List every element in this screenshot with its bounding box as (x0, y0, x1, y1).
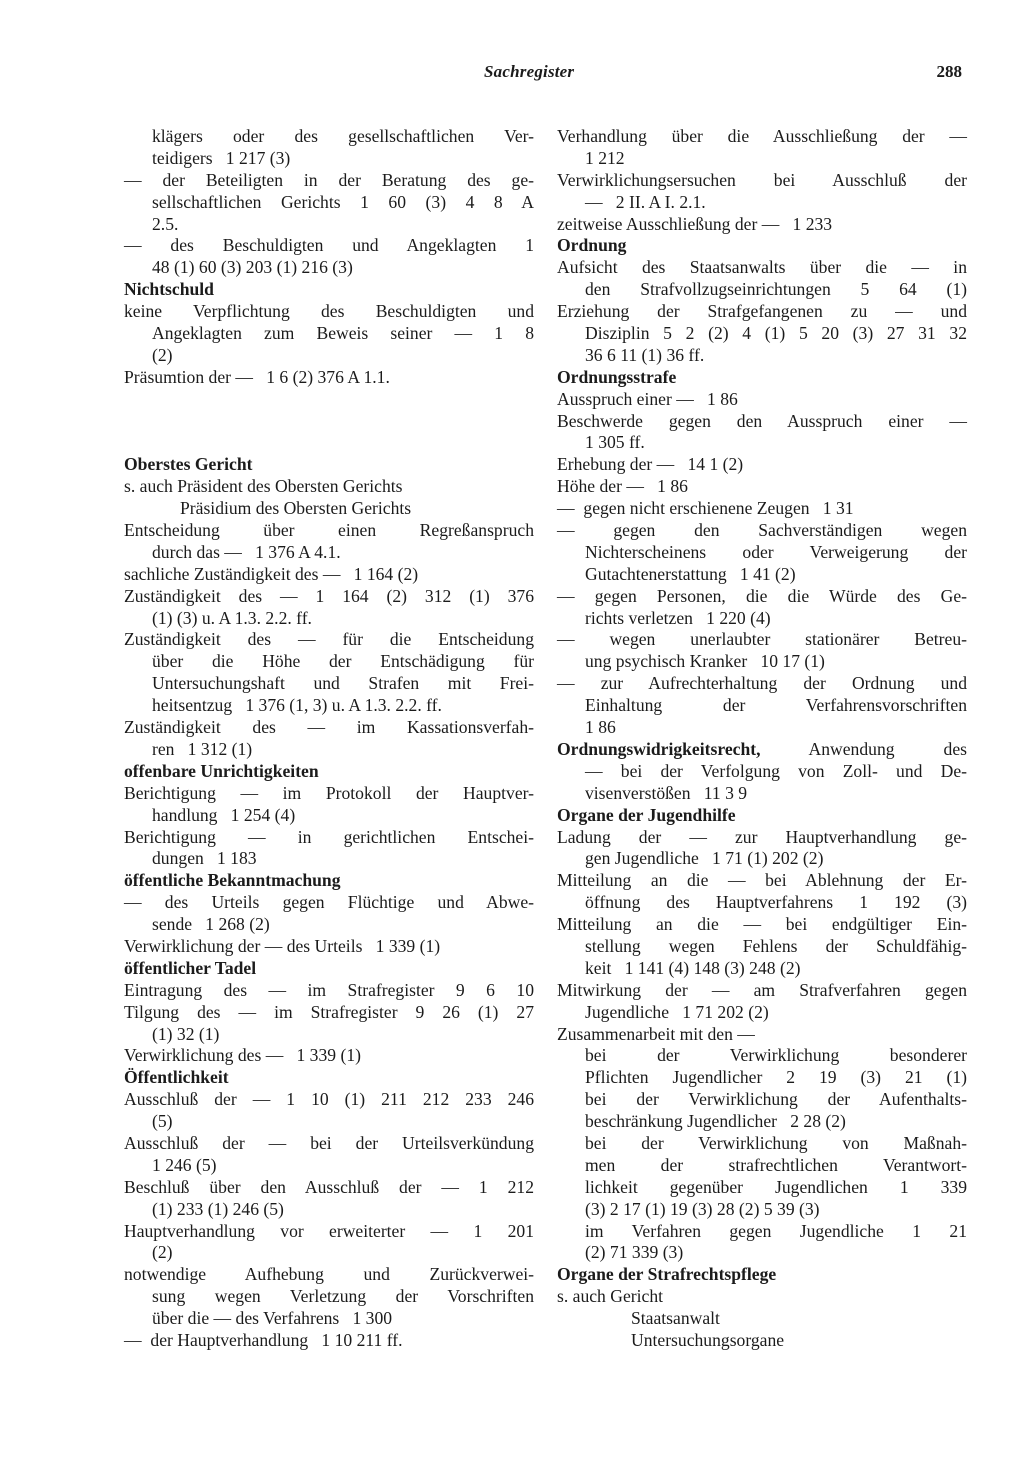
index-entry-line: Entscheidung über einen Regreßanspruch (124, 520, 534, 541)
index-entry-line: Präsidium des Obersten Gerichts (180, 498, 412, 519)
index-entry-line: dungen 1 183 (152, 848, 257, 869)
index-entry-line: Zuständigkeit des — 1 164 (2) 312 (1) 376 (124, 585, 534, 606)
index-entry-line: Tilgung des — im Strafregister 9 26 (1) 27 (124, 1001, 534, 1022)
index-entry-line: bei der Verwirklichung besonderer (585, 1045, 967, 1066)
index-entry-line: Aufsicht des Staatsanwalts über die — in (557, 257, 967, 278)
index-entry-line: 2.5. (152, 213, 179, 234)
index-entry-line: handlung 1 254 (4) (152, 804, 296, 825)
index-entry-line: (5) (152, 1111, 173, 1132)
page-header (0, 62, 1024, 86)
index-entry-line: men der strafrechtlichen Verantwort- (585, 1154, 967, 1175)
index-entry-line: — des Urteils gegen Flüchtige und Abwe- (124, 892, 534, 913)
index-heading: Nichtschuld (124, 279, 214, 300)
index-entry-line: Disziplin 5 2 (2) 4 (1) 5 20 (3) 27 31 32 (585, 323, 967, 344)
index-entry-line: bei der Verwirklichung von Maßnah- (585, 1132, 967, 1153)
index-heading: offenbare Unrichtigkeiten (124, 760, 319, 781)
index-entry-line: 48 (1) 60 (3) 203 (1) 216 (3) (152, 257, 353, 278)
index-entry-line: notwendige Aufhebung und Zurückverwei- (124, 1264, 534, 1285)
index-entry-line: Präsumtion der — 1 6 (2) 376 A 1.1. (124, 366, 390, 387)
index-entry-line: Erhebung der — 14 1 (2) (557, 454, 744, 475)
index-heading-rest: Anwendung des (760, 738, 967, 759)
index-entry-line: — der Beteiligten in der Beratung des ge- (124, 169, 534, 190)
index-entry-line: Ladung der — zur Hauptverhandlung ge- (557, 826, 967, 847)
blank-line (124, 389, 534, 411)
index-entry-line: Staatsanwalt (631, 1308, 720, 1329)
index-entry-line: Berichtigung — in gerichtlichen Entschei- (124, 826, 534, 847)
blank-line (124, 411, 534, 433)
index-entry-line: keit 1 141 (4) 148 (3) 248 (2) (585, 957, 801, 978)
index-heading: Oberstes Gericht (124, 454, 253, 475)
index-entry-line: s. auch Präsident des Obersten Gerichts (124, 476, 403, 497)
index-entry-line: stellung wegen Fehlens der Schuldfähig- (585, 935, 967, 956)
index-entry-line: visenverstößen 11 3 9 (585, 782, 748, 803)
index-entry-line: 36 6 11 (1) 36 ff. (585, 344, 705, 365)
index-heading: öffentliche Bekanntmachung (124, 870, 341, 891)
index-entry-line: den Strafvollzugseinrichtungen 5 64 (1) (585, 279, 967, 300)
index-entry-line: — bei der Verfolgung von Zoll- und De- (585, 760, 967, 781)
index-entry-line: gen Jugendliche 1 71 (1) 202 (2) (585, 848, 824, 869)
index-entry-line: (2) (152, 344, 173, 365)
index-entry-line: Verhandlung über die Ausschließung der — (557, 126, 967, 146)
index-entry-line: Gutachtenerstattung 1 41 (2) (585, 563, 796, 584)
index-entry-line: ung psychisch Kranker 10 17 (1) (585, 651, 825, 672)
index-entry-line: keine Verpflichtung des Beschuldigten und (124, 301, 534, 322)
index-entry-line: (3) 2 17 (1) 19 (3) 28 (2) 5 39 (3) (585, 1198, 820, 1219)
index-entry-line: Verwirklichung des — 1 339 (1) (124, 1045, 361, 1066)
index-entry-line: teidigers 1 217 (3) (152, 147, 291, 168)
index-entry-line: (2) 71 339 (3) (585, 1242, 684, 1263)
index-entry-line: beschränkung Jugendlicher 2 28 (2) (585, 1111, 846, 1132)
index-entry-line: — wegen unerlaubter stationärer Betreu- (557, 629, 967, 650)
index-heading: Ordnungsstrafe (557, 366, 677, 387)
index-entry-line: Höhe der — 1 86 (557, 476, 688, 497)
index-entry-line: — zur Aufrechterhaltung der Ordnung und (557, 673, 967, 694)
index-entry-line: Zuständigkeit des — für die Entscheidung (124, 629, 534, 650)
index-entry-line: Nichterscheinens oder Verweigerung der (585, 541, 967, 562)
index-entry-line: Beschwerde gegen den Ausspruch einer — (557, 410, 967, 431)
index-entry-line: 1 212 (585, 147, 625, 168)
index-entry-line: sellschaftlichen Gerichts 1 60 (3) 4 8 A (152, 191, 534, 212)
index-entry-line: — gegen Personen, die die Würde des Ge- (557, 585, 967, 606)
index-entry-line: Mitteilung an die — bei endgültiger Ein- (557, 914, 967, 935)
index-entry-line: — 2 II. A I. 2.1. (585, 191, 706, 212)
index-entry-line: 1 246 (5) (152, 1154, 217, 1175)
index-entry-line: — gegen nicht erschienene Zeugen 1 31 (557, 498, 854, 519)
index-heading: öffentlicher Tadel (124, 957, 257, 978)
index-entry-line: richts verletzen 1 220 (4) (585, 607, 771, 628)
index-entry-line: Untersuchungsorgane (631, 1329, 785, 1350)
index-entry-line: Ausschluß der — bei der Urteilsverkündung (124, 1132, 534, 1153)
index-entry-line: (1) 32 (1) (152, 1023, 220, 1044)
index-entry-line: lichkeit gegenüber Jugendlichen 1 339 (585, 1176, 967, 1197)
blank-line (124, 432, 534, 454)
index-entry-line: Pflichten Jugendlicher 2 19 (3) 21 (1) (585, 1067, 967, 1088)
index-entry-line: Verwirklichungsersuchen bei Ausschluß der (557, 169, 967, 190)
index-entry-line: klägers oder des gesellschaftlichen Ver- (152, 126, 534, 146)
index-entry-line: (1) 233 (1) 246 (5) (152, 1198, 284, 1219)
index-entry-line: (2) (152, 1242, 173, 1263)
index-entry-line: Erziehung der Strafgefangenen zu — und (557, 301, 967, 322)
index-entry-line: Zusammenarbeit mit den — (557, 1023, 755, 1044)
index-entry-line: Angeklagten zum Beweis seiner — 1 8 (152, 323, 534, 344)
running-title: Sachregister (484, 62, 575, 81)
page-number: 288 (936, 62, 962, 81)
index-entry-line: Mitteilung an die — bei Ablehnung der Er- (557, 870, 967, 891)
index-entry-line: Jugendliche 1 71 202 (2) (585, 1001, 769, 1022)
index-entry-line: öffnung des Hauptverfahrens 1 192 (3) (585, 892, 967, 913)
index-entry-line: s. auch Gericht (557, 1286, 664, 1307)
index-entry-line: Einhaltung der Verfahrensvorschriften (585, 695, 967, 716)
index-entry-line: Eintragung des — im Strafregister 9 6 10 (124, 979, 534, 1000)
index-entry-line: — des Beschuldigten und Angeklagten 1 (124, 235, 534, 256)
index-entry-line: sung wegen Verletzung der Vorschriften (152, 1286, 534, 1307)
index-entry-line: Ausspruch einer — 1 86 (557, 388, 738, 409)
index-entry-line: Untersuchungshaft und Strafen mit Frei- (152, 673, 534, 694)
index-entry-line: 1 305 ff. (585, 432, 645, 453)
index-heading-inline: Ordnungswidrigkeitsrecht, (557, 738, 761, 759)
index-entry-line: Mitwirkung der — am Strafverfahren gegen (557, 979, 967, 1000)
index-entry-line: — der Hauptverhandlung 1 10 211 ff. (124, 1329, 403, 1350)
index-entry-line: — gegen den Sachverständigen wegen (557, 520, 967, 541)
index-heading: Ordnung (557, 235, 627, 256)
index-entry-line: Berichtigung — im Protokoll der Hauptver- (124, 782, 534, 803)
index-heading: Organe der Strafrechtspflege (557, 1264, 777, 1285)
index-entry-line: Beschluß über den Ausschluß der — 1 212 (124, 1176, 534, 1197)
index-heading: Öffentlichkeit (124, 1067, 229, 1088)
index-entry-line: über die — des Verfahrens 1 300 (152, 1308, 393, 1329)
index-entry-line: durch das — 1 376 A 4.1. (152, 541, 341, 562)
index-entry-line: Hauptverhandlung vor erweiterter — 1 201 (124, 1220, 534, 1241)
left-column (124, 126, 534, 1352)
index-entry-line: Ausschluß der — 1 10 (1) 211 212 233 246 (124, 1089, 534, 1110)
index-entry-line: Zuständigkeit des — im Kassationsverfah- (124, 717, 534, 738)
index-entry-line: zeitweise Ausschließung der — 1 233 (557, 213, 833, 234)
index-entry-line: (1) (3) u. A 1.3. 2.2. ff. (152, 607, 312, 628)
index-entry-line (557, 739, 967, 761)
index-entry-line: bei der Verwirklichung der Aufenthalts- (585, 1089, 967, 1110)
index-entry-line: heitsentzug 1 376 (1, 3) u. A 1.3. 2.2. ff. (152, 695, 442, 716)
index-entry-line: sende 1 268 (2) (152, 914, 270, 935)
right-column (557, 126, 967, 1352)
index-entry-line: ren 1 312 (1) (152, 738, 253, 759)
index-entry-line: im Verfahren gegen Jugendliche 1 21 (585, 1220, 967, 1241)
index-heading: Organe der Jugendhilfe (557, 804, 736, 825)
index-entry-line: sachliche Zuständigkeit des — 1 164 (2) (124, 563, 419, 584)
index-entry-line: Verwirklichung der — des Urteils 1 339 (1) (124, 935, 441, 956)
index-entry-line: 1 86 (585, 717, 616, 738)
index-entry-line: über die Höhe der Entschädigung für (152, 651, 534, 672)
